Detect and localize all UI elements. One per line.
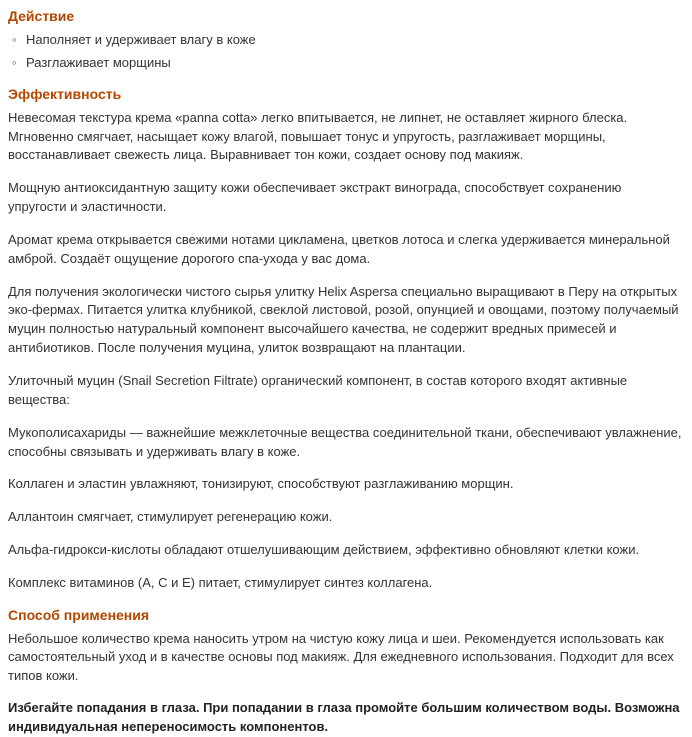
section-heading-action: Действие: [8, 8, 75, 24]
efficiency-paragraph: Коллаген и эластин увлажняют, тонизируют, способствуют разглаживанию морщин.: [8, 476, 514, 492]
efficiency-paragraph: Аромат крема открывается свежими нотами цикламена, цветков лотоса и слегка удерживается минеральной амброй. Создаёт ощущение дорогого спа-ухода у вас дома.: [8, 231, 670, 266]
usage-warning-text: Избегайте попадания в глаза. При попадании в глаза промойте большим количеством воды. Возможна индивидуальная непереносимость компонентов.: [8, 700, 680, 734]
efficiency-paragraph: Невесомая текстура крема «panna cotta» легко впитывается, не липнет, не оставляет жирного блеска. Мгновенно смягчает, насыщает кожу влагой, повышает тонус и упругость, разглаживает морщины, восстанавливает свежесть лица. Выравнивает тон кожи, создает основу под макияж.: [8, 109, 628, 163]
efficiency-paragraph: Мощную антиоксидантную защиту кожи обеспечивает экстракт винограда, способствует сохранению упругости и эластичности.: [8, 180, 622, 215]
list-item: ◦ Наполняет и удерживает влагу в коже: [8, 31, 682, 49]
efficiency-paragraph: Для получения экологически чистого сырья улитку Helix Aspersa специально выращивают в Перу на открытых эко-фермах. Питается улитка клубникой, свеклой листовой, розой, опунцией и овощами, поэтому получаемый муцин полностью натуральный компонент высочайшего качества, не содержит вредных примесей и антибиотиков. После получения муцина, улиток возвращают на плантации.: [8, 283, 679, 356]
efficiency-paragraph: Комплекс витаминов (А, С и Е) питает, стимулирует синтез коллагена.: [8, 574, 433, 590]
section-heading-usage: Способ применения: [8, 606, 150, 623]
efficiency-paragraph: Альфа-гидрокси-кислоты обладают отшелушивающим действием, эффективно обновляют клетки кожи.: [8, 542, 640, 558]
list-item: ◦ Разглаживает морщины: [8, 54, 682, 72]
usage-paragraph: Небольшое количество крема наносить утром на чистую кожу лица и шеи. Рекомендуется использовать как самостоятельный уход и в качестве основы под макияж. Для ежедневного использования. Подходит для всех типов кожи.: [8, 630, 674, 684]
efficiency-paragraph: Аллантоин смягчает, стимулирует регенерацию кожи.: [8, 509, 333, 525]
efficiency-paragraph: Улиточный муцин (Snail Secretion Filtrate) органический компонент, в состав которого входят активные вещества:: [8, 372, 628, 407]
efficiency-paragraph: Мукополисахариды — важнейшие межклеточные вещества соединительной ткани, обеспечивают увлажнение, способны связывать и удерживать влагу в коже.: [8, 424, 682, 459]
action-bullet-list: [8, 31, 682, 72]
section-heading-efficiency: Эффективность: [8, 85, 122, 102]
